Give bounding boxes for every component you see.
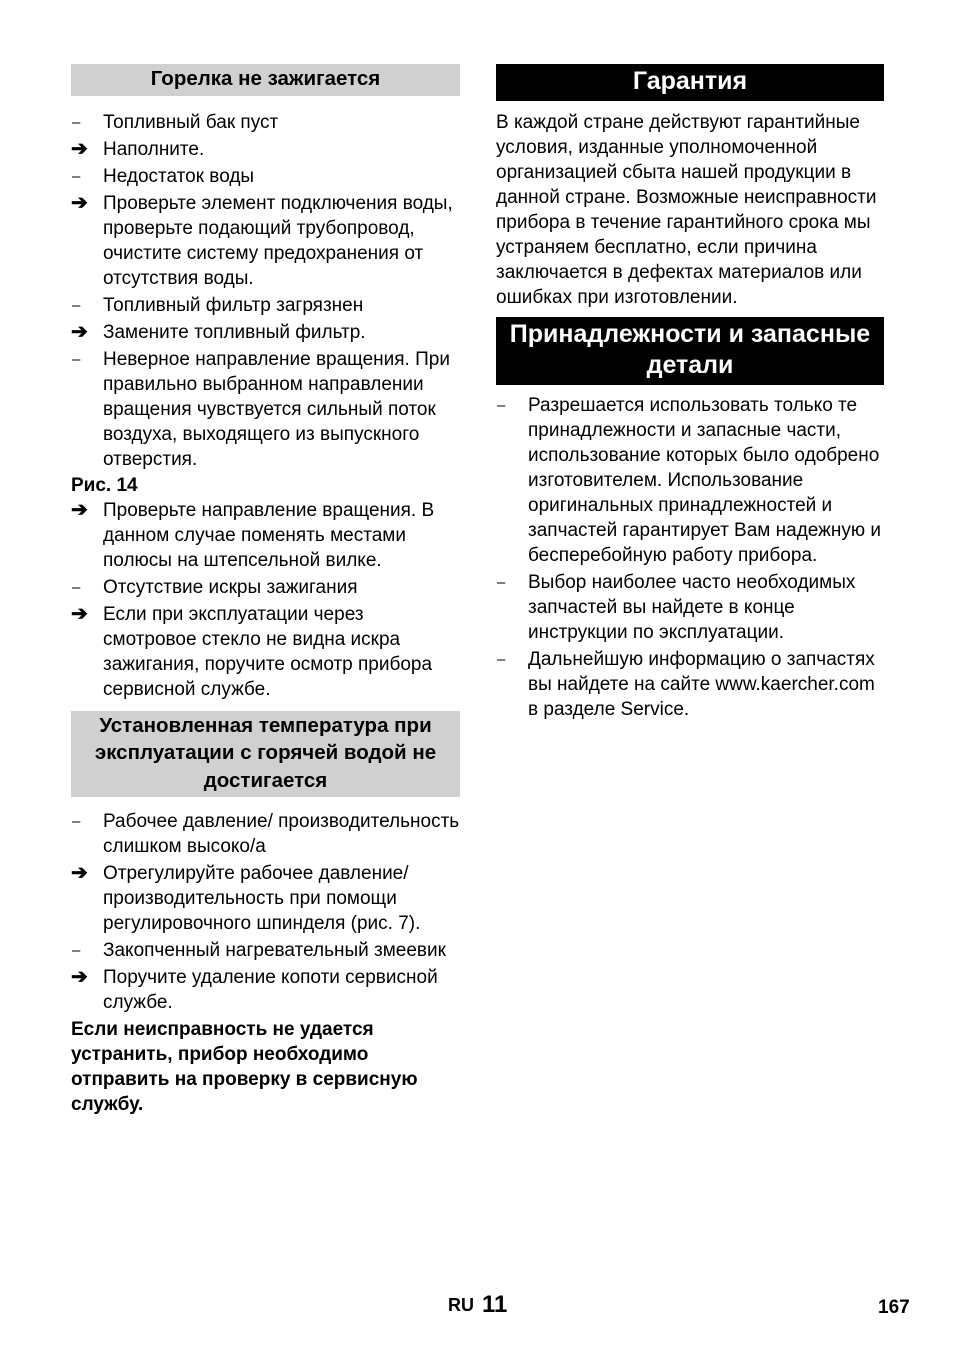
left-column [71,64,460,1117]
list-item: – Дальнейшую информацию о запчастях вы найдете на сайте www.kaercher.com в разделе Service. [497,649,875,720]
page-number: 167 [878,1297,910,1318]
list-item: ➔ Замените топливный фильтр. [71,320,366,343]
list-item: – Рабочее давление/ производительность слишком высоко/а [72,811,460,857]
arrow-right-icon: ➔ [71,966,88,988]
dash-icon: – [72,296,81,314]
list-item: ➔ Поручите удаление копоти сервисной службе. [71,966,438,1013]
list-item: – Закопченный нагревательный змеевик [72,940,446,961]
figure-reference: Рис. 14 [71,474,138,496]
list-item: ➔ Наполните. [71,137,205,160]
section-heading-temperature: Установленная температура при эксплуатации с горячей водой не достигается [71,711,460,798]
arrow-right-icon: ➔ [71,191,88,214]
section-heading-accessories: Принадлежности и запасные детали [496,317,884,385]
list-item: ➔ Если при эксплуатации через смотровое стекло не видна искра зажигания, поручите осмотр прибора сервисной службе. [71,602,433,700]
dash-icon: – [72,167,81,185]
list-item: – Отсутствие искры зажигания [72,576,358,598]
dash-icon: – [497,651,506,668]
arrow-right-icon: ➔ [71,320,88,343]
list-item: – Неверное направление вращения. При правильно выбранном направлении вращения чувствуется сильный поток воздуха, выходящего из выпускного отверстия. [72,348,450,470]
list-item: ➔ Проверьте направление вращения. В данном случае поменять местами полюсы на штепсельной вилке. [71,498,435,571]
list-item: – Топливный бак пуст [72,111,279,133]
dash-icon: – [72,942,81,959]
arrow-right-icon: ➔ [71,137,88,160]
arrow-right-icon: ➔ [71,498,88,521]
list-item: – Выбор наиболее часто необходимых запчастей вы найдете в конце инструкции по эксплуатации. [497,572,856,643]
list-item: ➔ Проверьте элемент подключения воды, проверьте подающий трубопровод, очистите систему предохранения от отсутствия воды. [71,191,453,289]
list-item: – Разрешается использовать только те принадлежности и запасные части, использование которых было одобрено изготовителем. Использование оригинальных принадлежностей и запчастей гарантирует Вам надежную и бесперебойную работу прибора. [497,395,881,566]
service-note: Если неисправность не удается устранить, прибор необходимо отправить на проверку в сервисную службу. [71,1019,418,1115]
list-item: – Недостаток воды [72,165,255,187]
dash-icon: – [72,113,81,131]
dash-icon: – [72,578,81,596]
list-item: ➔ Отрегулируйте рабочее давление/ производительность при помощи регулировочного шпинделя (рис. 7). [71,862,421,934]
dash-icon: – [497,397,506,414]
section-heading-burner: Горелка не зажигается [71,64,460,96]
arrow-right-icon: ➔ [71,862,88,884]
section-heading-warranty: Гарантия [496,64,884,101]
footer-section-number: 11 [482,1291,508,1318]
dash-icon: – [72,813,81,830]
warranty-text: В каждой стране действуют гарантийные условия, изданные уполномоченной организацией сбыта нашей продукции в данной стране. Возможные неисправности прибора в течение гарантийного срока мы устраняем бесплатно, если причина заключается в дефектах материалов или ошибках при изготовлении. [496,112,877,308]
dash-icon: – [497,574,506,591]
right-column [496,64,884,722]
list-item: – Топливный фильтр загрязнен [72,294,364,316]
dash-icon: – [72,350,81,368]
footer-language: RU [448,1295,474,1315]
arrow-right-icon: ➔ [71,602,88,625]
